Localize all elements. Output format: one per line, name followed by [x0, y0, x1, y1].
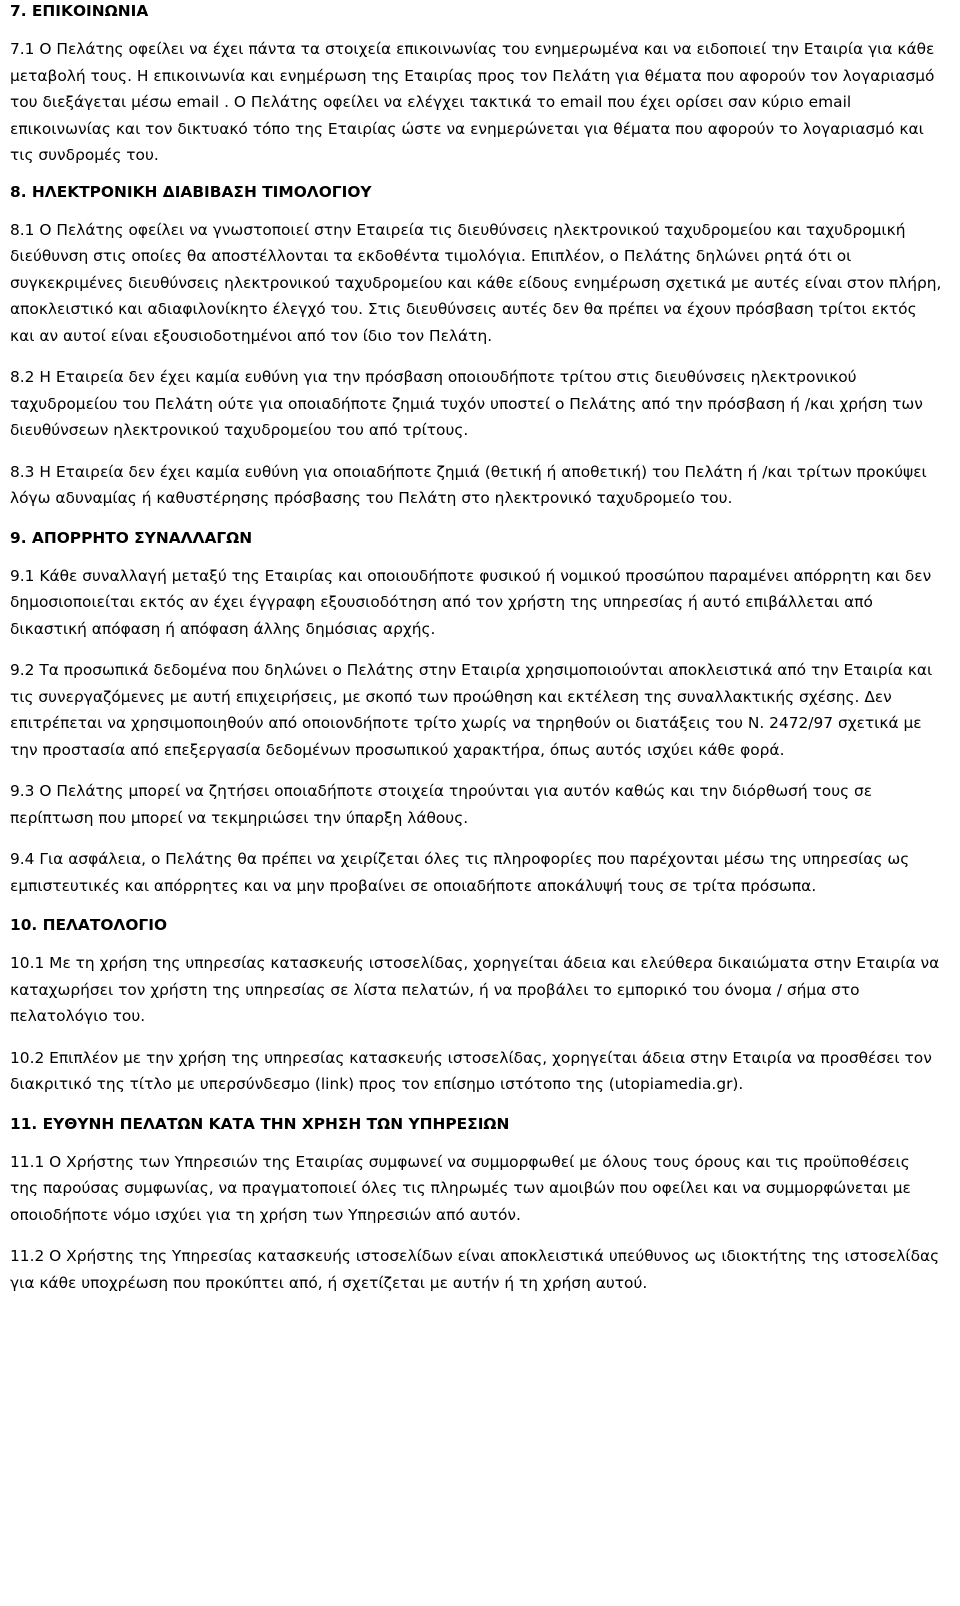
paragraph-8-2: 8.2 Η Εταιρεία δεν έχει καμία ευθύνη για την πρόσβαση οποιουδήποτε τρίτου στις διευθύνσεις ηλεκτρονικού ταχυδρομείου του Πελάτη ούτε για οποιαδήποτε ζημιά τυχόν υποστεί ο Πελάτης από την πρόσβαση ή /και χρήση των διευθύνσεων ηλεκτρονικού ταχυδρομείου του από τρίτους.: [10, 368, 923, 439]
paragraph-10-2: 10.2 Επιπλέον με την χρήση της υπηρεσίας κατασκευής ιστοσελίδας, χορηγείται άδεια στην Εταιρία να προσθέσει τον διακριτικό της τίτλο με υπερσύνδεσμο (link) προς τον επίσημο ιστότοπο της (utopiamedia.gr).: [10, 1048, 932, 1093]
paragraph-7-1: 7.1 Ο Πελάτης οφείλει να έχει πάντα τα στοιχεία επικοινωνίας του ενημερωμένα και να ειδοποιεί την Εταιρία για κάθε μεταβολή τους. Η επικοινωνία και ενημέρωση της Εταιρίας προς τον Πελάτη για θέματα που αφορούν τον λογαριασμό του διεξάγεται μέσω email . Ο Πελάτης οφείλει να ελέγχει τακτικά το email που έχει ορίσει σαν κύριο email επικοινωνίας και τον δικτυακό τόπο της Εταιρίας ώστε να ενημερώνεται για θέματα που αφορούν το λογαριασμό και τις συνδρομές του.: [10, 40, 935, 164]
section-heading-11: 11. ΕΥΘΥΝΗ ΠΕΛΑΤΩΝ ΚΑΤΑ ΤΗΝ ΧΡΗΣΗ ΤΩΝ ΥΠΗΡΕΣΙΩΝ: [10, 1114, 510, 1133]
paragraph-9-3: 9.3 Ο Πελάτης μπορεί να ζητήσει οποιαδήποτε στοιχεία τηρούνται για αυτόν καθώς και την διόρθωσή τους σε περίπτωση που μπορεί να τεκμηριώσει την ύπαρξη λάθους.: [10, 782, 873, 827]
paragraph-8-3: 8.3 Η Εταιρεία δεν έχει καμία ευθύνη για οποιαδήποτε ζημιά (θετική ή αποθετική) του Πελάτη ή /και τρίτων προκύψει λόγω αδυναμίας ή καθυστέρησης πρόσβασης του Πελάτη στο ηλεκτρονικό ταχυδρομείο του.: [10, 462, 927, 507]
paragraph-11-2: 11.2 Ο Χρήστης της Υπηρεσίας κατασκευής ιστοσελίδων είναι αποκλειστικά υπεύθυνος ως ιδιοκτήτης της ιστοσελίδας για κάθε υποχρέωση που προκύπτει από, ή σχετίζεται με αυτήν ή τη χρήση αυτού.: [10, 1247, 940, 1292]
paragraph-9-4: 9.4 Για ασφάλεια, ο Πελάτης θα πρέπει να χειρίζεται όλες τις πληροφορίες που παρέχονται μέσω της υπηρεσίας ως εμπιστευτικές και απόρρητες και να μην προβαίνει σε οποιαδήποτε αποκάλυψή τους σε τρίτα πρόσωπα.: [10, 850, 910, 895]
section-heading-10: 10. ΠΕΛΑΤΟΛΟΓΙΟ: [10, 916, 168, 934]
paragraph-9-2: 9.2 Τα προσωπικά δεδομένα που δηλώνει ο Πελάτης στην Εταιρία χρησιμοποιούνται αποκλειστικά από την Εταιρία και τις συνεργαζόμενες με αυτή επιχειρήσεις, με σκοπό των προώθηση και εκτέλεση της συναλλακτικής σχέσης. Δεν επιτρέπεται να χρησιμοποιηθούν από οποιονδήποτε τρίτο χωρίς να τηρηθούν οι διατάξεις του Ν. 2472/97 σχετικά με την προστασία από επεξεργασία δεδομένων προσωπικού χαρακτήρα, όπως αυτός ισχύει κάθε φορά.: [10, 661, 933, 759]
paragraph-8-1: 8.1 Ο Πελάτης οφείλει να γνωστοποιεί στην Εταιρεία τις διευθύνσεις ηλεκτρονικού ταχυδρομείου και ταχυδρομική διεύθυνση στις οποίες θα αποστέλλονται τα εκδοθέντα τιμολόγια. Επιπλέον, ο Πελάτης δηλώνει ρητά ότι οι συγκεκριμένες διευθύνσεις ηλεκτρονικού ταχυδρομείου και κάθε είδους ενημέρωση σχετικά με αυτές είναι στον πλήρη, αποκλειστικό και αδιαφιλονίκητο έλεγχό του. Στις διευθύνσεις αυτές δεν θα πρέπει να έχουν πρόσβαση τρίτοι εκτός και αν αυτοί είναι εξουσιοδοτημένοι από τον ίδιο τον Πελάτη.: [10, 220, 942, 345]
paragraph-10-1: 10.1 Με τη χρήση της υπηρεσίας κατασκευής ιστοσελίδας, χορηγείται άδεια και ελεύθερα δικαιώματα στην Εταιρία να καταχωρήσει τον χρήστη της υπηρεσίας σε λίστα πελατών, ή να προβάλει το εμπορικό του όνομα / σήμα στο πελατολόγιο του.: [10, 954, 940, 1025]
section-heading-7: 7. ΕΠΙΚΟΙΝΩΝΙΑ: [10, 2, 149, 20]
section-heading-9: 9. ΑΠΟΡΡΗΤΟ ΣΥΝΑΛΛΑΓΩΝ: [10, 528, 253, 547]
paragraph-9-1: 9.1 Κάθε συναλλαγή μεταξύ της Εταιρίας και οποιουδήποτε φυσικού ή νομικού προσώπου παραμένει απόρρητη και δεν δημοσιοποιείται εκτός αν έχει έγγραφη εξουσιοδότηση από τον χρήστη της υπηρεσίας ή αυτό επιβάλλεται από δικαστική απόφαση ή απόφαση άλλης δημόσιας αρχής.: [10, 566, 932, 638]
section-heading-8: 8. ΗΛΕΚΤΡΟΝΙΚΗ ΔΙΑΒΙΒΑΣΗ ΤΙΜΟΛΟΓΙΟΥ: [10, 182, 372, 201]
paragraph-11-1: 11.1 Ο Χρήστης των Υπηρεσιών της Εταιρίας συμφωνεί να συμμορφωθεί με όλους τους όρους και τις προϋποθέσεις της παρούσας συμφωνίας, να πραγματοποιεί όλες τις πληρωμές των αμοιβών που οφείλει και να συμμορφώνεται με οποιοδήποτε νόμο ισχύει για τη χρήση των Υπηρεσιών από αυτόν.: [10, 1152, 911, 1224]
